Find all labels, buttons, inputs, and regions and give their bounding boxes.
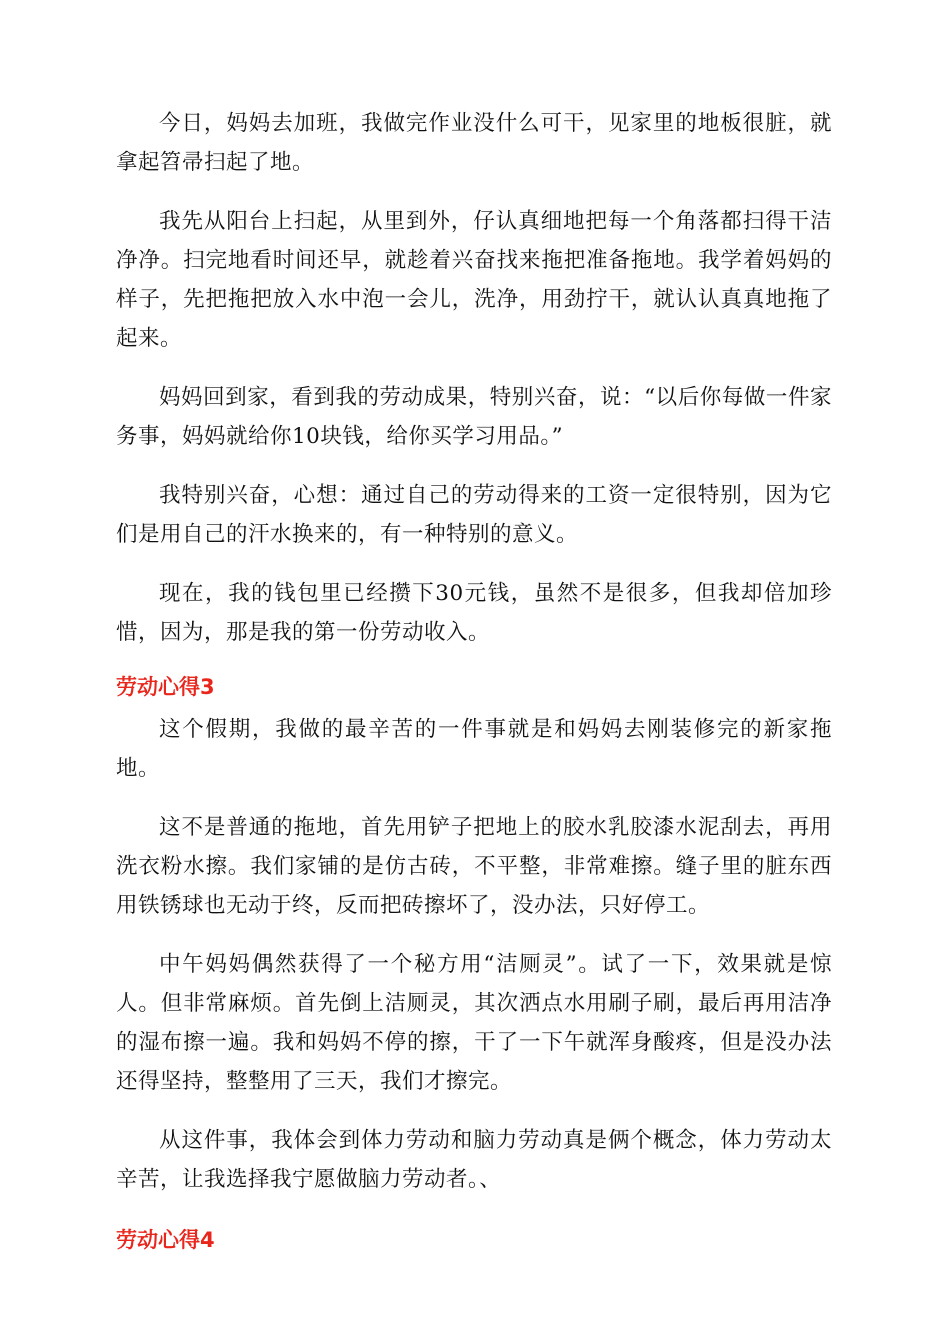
paragraph: 这个假期，我做的最辛苦的一件事就是和妈妈去刚装修完的新家拖地。 <box>116 717 832 781</box>
paragraph: 从这件事，我体会到体力劳动和脑力劳动真是俩个概念，体力劳动太辛苦，让我选择我宁愿做脑力劳动者。、 <box>116 1128 832 1192</box>
paragraph: 我特别兴奋，心想：通过自己的劳动得来的工资一定很特别，因为它们是用自己的汗水换来的，有一种特别的意义。 <box>116 483 832 547</box>
paragraph: 我先从阳台上扫起，从里到外，仔认真细地把每一个角落都扫得干洁净净。扫完地看时间还早，就趁着兴奋找来拖把准备拖地。我学着妈妈的样子，先把拖把放入水中泡一会儿，洗净，用劲拧干，就认认真真地拖了起来。 <box>116 209 832 351</box>
paragraph: 今日，妈妈去加班，我做完作业没什么可干，见家里的地板很脏，就拿起笤帚扫起了地。 <box>116 111 832 175</box>
paragraph: 现在，我的钱包里已经攒下30元钱，虽然不是很多，但我却倍加珍惜，因为，那是我的第一份劳动收入。 <box>116 581 832 645</box>
paragraph: 妈妈回到家，看到我的劳动成果，特别兴奋，说：“以后你每做一件家务事，妈妈就给你10块钱，给你买学习用品。” <box>116 385 832 449</box>
paragraph: 这不是普通的拖地，首先用铲子把地上的胶水乳胶漆水泥刮去，再用洗衣粉水擦。我们家铺的是仿古砖，不平整，非常难擦。缝子里的脏东西用铁锈球也无动于终，反而把砖擦坏了，没办法，只好停工。 <box>116 815 832 918</box>
section-heading: 劳动心得3 <box>116 675 215 699</box>
section-heading: 劳动心得4 <box>116 1228 215 1252</box>
paragraph: 中午妈妈偶然获得了一个秘方用“洁厕灵”。试了一下，效果就是惊人。但非常麻烦。首先倒上洁厕灵，其次洒点水用刷子刷，最后再用洁净的湿布擦一遍。我和妈妈不停的擦，干了一下午就浑身酸疼，但是没办法还得坚持，整整用了三天，我们才擦完。 <box>116 952 832 1094</box>
